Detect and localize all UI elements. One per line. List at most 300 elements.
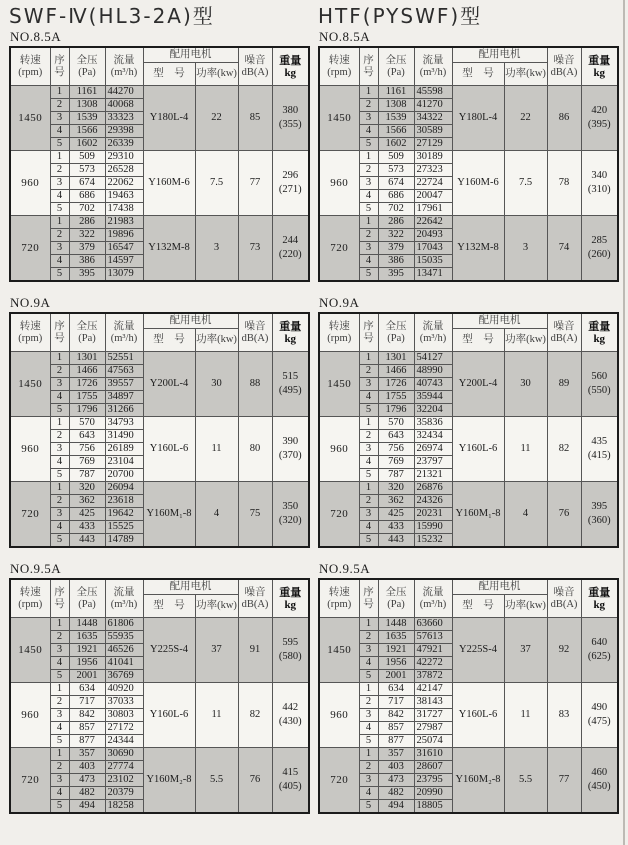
col-header-weight-line2: kg [593, 66, 606, 79]
cell-flow: 15035 [414, 255, 452, 268]
cell-motor-model: Y200L-4 [452, 352, 504, 417]
cell-seq: 2 [359, 229, 378, 242]
speed-group-960 [10, 417, 309, 482]
col-header-noise-line1: 噪音 [553, 320, 575, 332]
cell-flow: 40743 [414, 378, 452, 391]
col-header-flow-line2: (m³/h) [419, 598, 447, 610]
col-header-noise [547, 47, 581, 86]
cell-motor-power: 7.5 [195, 151, 238, 216]
weight-alt-value: (495) [278, 385, 302, 396]
weight-alt-value: (260) [587, 249, 611, 260]
cell-flow: 23795 [414, 774, 452, 787]
col-header-seq-line1: 序 [54, 586, 65, 598]
size-label: NO.9A [10, 295, 51, 310]
cell-pressure: 1448 [69, 618, 105, 631]
col-header-pressure-line2: (Pa) [78, 66, 96, 78]
col-header-flow [414, 47, 452, 86]
cell-flow: 30189 [414, 151, 452, 164]
col-header-weight [272, 313, 309, 352]
table-row [10, 748, 309, 761]
cell-flow: 32204 [414, 404, 452, 417]
cell-motor-model: Y160L-6 [143, 683, 195, 748]
weight-value: 595 [282, 637, 299, 648]
col-header-pressure-line2: (Pa) [387, 332, 405, 344]
cell-seq: 2 [50, 229, 69, 242]
model-title: HTF(PYSWF)型 [318, 4, 483, 28]
cell-flow: 22724 [414, 177, 452, 190]
cell-seq: 5 [50, 268, 69, 282]
cell-flow: 20493 [414, 229, 452, 242]
cell-seq: 2 [359, 761, 378, 774]
col-header-motor-model: 型 号 [143, 63, 195, 86]
col-header-speed-line2: (rpm) [18, 66, 43, 78]
cell-pressure: 425 [69, 508, 105, 521]
col-header-pressure [69, 47, 105, 86]
col-header-noise-line2: dB(A) [550, 66, 578, 78]
weight-alt-value: (360) [587, 515, 611, 526]
cell-noise: 77 [238, 151, 272, 216]
cell-seq: 2 [50, 99, 69, 112]
cell-pressure: 1566 [69, 125, 105, 138]
cell-pressure: 403 [378, 761, 414, 774]
col-header-pressure-line2: (Pa) [387, 66, 405, 78]
weight-value: 515 [282, 371, 299, 382]
cell-seq: 3 [50, 644, 69, 657]
cell-weight [272, 352, 309, 417]
speed-group-1450 [10, 352, 309, 417]
size-label: NO.9.5A [10, 561, 62, 576]
cell-flow: 29310 [105, 151, 143, 164]
cell-seq: 5 [50, 735, 69, 748]
table-header [319, 313, 618, 352]
table-row [10, 683, 309, 696]
cell-pressure: 686 [378, 190, 414, 203]
cell-seq: 4 [359, 255, 378, 268]
cell-speed: 720 [10, 216, 50, 282]
cell-pressure: 395 [69, 268, 105, 282]
cell-flow: 30803 [105, 709, 143, 722]
cell-seq: 5 [50, 203, 69, 216]
speed-group-960 [319, 683, 618, 748]
cell-seq: 5 [50, 800, 69, 814]
cell-pressure: 322 [378, 229, 414, 242]
cell-seq: 3 [50, 177, 69, 190]
col-header-speed-line1: 转速 [19, 586, 41, 598]
cell-pressure: 686 [69, 190, 105, 203]
cell-seq: 3 [50, 112, 69, 125]
cell-weight [272, 482, 309, 548]
cell-flow: 27323 [414, 164, 452, 177]
cell-seq: 2 [359, 164, 378, 177]
col-header-speed [319, 579, 359, 618]
cell-pressure: 482 [69, 787, 105, 800]
cell-motor-power: 22 [195, 86, 238, 151]
col-header-noise-line1: 噪音 [244, 54, 266, 66]
cell-pressure: 379 [69, 242, 105, 255]
cell-pressure: 1539 [378, 112, 414, 125]
table-header [10, 313, 309, 352]
speed-group-720 [319, 216, 618, 282]
table-row [10, 618, 309, 631]
speed-group-720 [10, 748, 309, 814]
weight-alt-value: (475) [587, 716, 611, 727]
cell-pressure: 769 [69, 456, 105, 469]
cell-pressure: 1755 [378, 391, 414, 404]
cell-seq: 3 [359, 112, 378, 125]
cell-flow: 31490 [105, 430, 143, 443]
col-header-flow-line1: 流量 [422, 586, 444, 598]
cell-motor-model: Y132M-8 [143, 216, 195, 282]
cell-pressure: 362 [378, 495, 414, 508]
cell-flow: 42147 [414, 683, 452, 696]
cell-motor-model: Y160L-6 [452, 417, 504, 482]
cell-pressure: 1726 [69, 378, 105, 391]
col-header-pressure-line2: (Pa) [78, 598, 96, 610]
cell-pressure: 1448 [378, 618, 414, 631]
fan-spec-table [9, 46, 310, 282]
table-row [10, 216, 309, 229]
cell-seq: 1 [359, 618, 378, 631]
cell-motor-power: 11 [195, 417, 238, 482]
cell-weight [581, 618, 618, 683]
col-header-weight-line1: 重量 [588, 320, 611, 333]
cell-motor-power: 3 [195, 216, 238, 282]
cell-seq: 1 [50, 748, 69, 761]
cell-pressure: 286 [378, 216, 414, 229]
cell-noise: 82 [238, 683, 272, 748]
col-header-weight-line1: 重量 [279, 320, 302, 333]
cell-flow: 27987 [414, 722, 452, 735]
cell-flow: 21321 [414, 469, 452, 482]
col-header-seq-line2: 号 [363, 598, 374, 610]
cell-speed: 960 [10, 683, 50, 748]
cell-noise: 86 [547, 86, 581, 151]
cell-seq: 1 [50, 417, 69, 430]
cell-seq: 1 [359, 352, 378, 365]
cell-seq: 1 [359, 748, 378, 761]
cell-pressure: 1308 [378, 99, 414, 112]
cell-flow: 63660 [414, 618, 452, 631]
cell-seq: 4 [359, 456, 378, 469]
col-header-motor-model: 型 号 [143, 329, 195, 352]
weight-value: 460 [591, 767, 608, 778]
col-header-motor-model: 型 号 [452, 329, 504, 352]
cell-pressure: 573 [69, 164, 105, 177]
cell-pressure: 857 [378, 722, 414, 735]
cell-flow: 36769 [105, 670, 143, 683]
cell-flow: 17961 [414, 203, 452, 216]
cell-pressure: 362 [69, 495, 105, 508]
col-header-seq [359, 313, 378, 352]
cell-flow: 45598 [414, 86, 452, 99]
col-header-speed [10, 47, 50, 86]
cell-pressure: 877 [69, 735, 105, 748]
col-header-noise-line2: dB(A) [550, 598, 578, 610]
cell-pressure: 357 [378, 748, 414, 761]
cell-noise: 88 [238, 352, 272, 417]
cell-flow: 20990 [414, 787, 452, 800]
col-header-seq [359, 47, 378, 86]
weight-value: 442 [282, 702, 299, 713]
cell-pressure: 702 [69, 203, 105, 216]
cell-pressure: 877 [378, 735, 414, 748]
cell-seq: 5 [50, 138, 69, 151]
cell-pressure: 320 [69, 482, 105, 495]
cell-speed: 1450 [10, 86, 50, 151]
cell-motor-power: 5.5 [504, 748, 547, 814]
table-row [10, 151, 309, 164]
cell-speed: 960 [319, 417, 359, 482]
cell-pressure: 643 [69, 430, 105, 443]
cell-seq: 1 [50, 683, 69, 696]
col-header-seq-line2: 号 [54, 598, 65, 610]
col-header-motor-group: 配用电机 [143, 579, 238, 595]
cell-seq: 3 [50, 443, 69, 456]
table-row [10, 352, 309, 365]
col-header-speed-line1: 转速 [19, 320, 41, 332]
col-header-speed-line1: 转速 [328, 320, 350, 332]
table-row [319, 683, 618, 696]
cell-motor-model: Y160M-6 [452, 151, 504, 216]
fan-spec-table [9, 578, 310, 814]
cell-pressure: 494 [378, 800, 414, 814]
table-header [319, 47, 618, 86]
cell-seq: 4 [359, 722, 378, 735]
cell-seq: 4 [50, 521, 69, 534]
cell-seq: 2 [359, 365, 378, 378]
cell-motor-power: 7.5 [504, 151, 547, 216]
cell-flow: 29398 [105, 125, 143, 138]
col-header-motor-group: 配用电机 [452, 47, 547, 63]
col-header-speed [319, 47, 359, 86]
col-header-weight [581, 579, 618, 618]
cell-pressure: 286 [69, 216, 105, 229]
cell-flow: 33323 [105, 112, 143, 125]
cell-flow: 23797 [414, 456, 452, 469]
cell-motor-model: Y160M₂-8 [143, 748, 195, 814]
cell-pressure: 1466 [69, 365, 105, 378]
cell-pressure: 1161 [378, 86, 414, 99]
cell-seq: 3 [359, 709, 378, 722]
cell-flow: 34793 [105, 417, 143, 430]
weight-alt-value: (415) [587, 450, 611, 461]
cell-seq: 3 [359, 242, 378, 255]
cell-flow: 46526 [105, 644, 143, 657]
col-header-flow [105, 313, 143, 352]
cell-flow: 23618 [105, 495, 143, 508]
col-header-flow-line1: 流量 [113, 54, 135, 66]
col-header-motor-group: 配用电机 [143, 313, 238, 329]
cell-flow: 19463 [105, 190, 143, 203]
cell-flow: 47921 [414, 644, 452, 657]
cell-pressure: 1796 [69, 404, 105, 417]
col-header-pressure-line1: 全压 [76, 586, 98, 598]
col-header-seq [359, 579, 378, 618]
cell-seq: 5 [359, 138, 378, 151]
cell-pressure: 787 [69, 469, 105, 482]
cell-seq: 3 [50, 242, 69, 255]
cell-seq: 4 [50, 391, 69, 404]
weight-alt-value: (310) [587, 184, 611, 195]
cell-pressure: 1956 [69, 657, 105, 670]
col-header-noise [238, 313, 272, 352]
col-header-flow [414, 579, 452, 618]
cell-pressure: 1921 [378, 644, 414, 657]
cell-seq: 1 [50, 352, 69, 365]
cell-noise: 80 [238, 417, 272, 482]
cell-pressure: 386 [69, 255, 105, 268]
cell-seq: 4 [50, 456, 69, 469]
weight-value: 340 [591, 170, 608, 181]
speed-group-720 [319, 482, 618, 548]
cell-pressure: 842 [69, 709, 105, 722]
cell-seq: 5 [359, 735, 378, 748]
cell-motor-model: Y160M₁-8 [143, 482, 195, 548]
weight-value: 420 [591, 105, 608, 116]
cell-pressure: 433 [378, 521, 414, 534]
cell-flow: 16547 [105, 242, 143, 255]
cell-motor-model: Y160M₂-8 [452, 748, 504, 814]
cell-pressure: 634 [69, 683, 105, 696]
col-header-speed [319, 313, 359, 352]
col-header-motor-model: 型 号 [452, 63, 504, 86]
cell-flow: 22642 [414, 216, 452, 229]
cell-flow: 18258 [105, 800, 143, 814]
table-row [10, 417, 309, 430]
col-header-pressure [69, 579, 105, 618]
col-header-noise [547, 313, 581, 352]
cell-flow: 24326 [414, 495, 452, 508]
weight-value: 285 [591, 235, 608, 246]
cell-noise: 83 [547, 683, 581, 748]
cell-seq: 3 [50, 709, 69, 722]
cell-flow: 20700 [105, 469, 143, 482]
cell-seq: 4 [359, 657, 378, 670]
col-header-motor-power: 功率(kw) [504, 595, 547, 618]
cell-pressure: 756 [69, 443, 105, 456]
col-header-pressure-line1: 全压 [76, 320, 98, 332]
cell-seq: 5 [50, 404, 69, 417]
col-header-noise [238, 47, 272, 86]
cell-motor-power: 4 [195, 482, 238, 548]
col-header-flow-line1: 流量 [422, 320, 444, 332]
cell-flow: 54127 [414, 352, 452, 365]
cell-seq: 1 [359, 86, 378, 99]
weight-alt-value: (370) [278, 450, 302, 461]
cell-motor-model: Y160L-6 [452, 683, 504, 748]
cell-flow: 26189 [105, 443, 143, 456]
cell-seq: 5 [50, 534, 69, 548]
cell-seq: 1 [359, 482, 378, 495]
col-header-noise-line1: 噪音 [244, 320, 266, 332]
cell-flow: 44270 [105, 86, 143, 99]
cell-seq: 1 [359, 216, 378, 229]
cell-pressure: 386 [378, 255, 414, 268]
cell-pressure: 570 [69, 417, 105, 430]
cell-seq: 2 [359, 495, 378, 508]
col-header-pressure-line1: 全压 [385, 320, 407, 332]
size-label: NO.8.5A [10, 29, 62, 44]
speed-group-720 [10, 482, 309, 548]
cell-pressure: 1602 [69, 138, 105, 151]
col-header-weight-line2: kg [593, 598, 606, 611]
cell-flow: 15990 [414, 521, 452, 534]
cell-noise: 74 [547, 216, 581, 282]
cell-noise: 89 [547, 352, 581, 417]
cell-seq: 2 [50, 631, 69, 644]
col-header-motor-power: 功率(kw) [504, 329, 547, 352]
weight-value: 490 [591, 702, 608, 713]
cell-flow: 40920 [105, 683, 143, 696]
col-header-flow [105, 47, 143, 86]
cell-pressure: 482 [378, 787, 414, 800]
cell-motor-model: Y200L-4 [143, 352, 195, 417]
col-header-pressure [378, 579, 414, 618]
weight-value: 415 [282, 767, 299, 778]
cell-pressure: 643 [378, 430, 414, 443]
cell-seq: 2 [50, 365, 69, 378]
col-header-speed-line2: (rpm) [327, 66, 352, 78]
cell-speed: 960 [319, 151, 359, 216]
cell-motor-model: Y180L-4 [452, 86, 504, 151]
cell-speed: 720 [10, 748, 50, 814]
cell-noise: 78 [547, 151, 581, 216]
cell-pressure: 857 [69, 722, 105, 735]
cell-flow: 47563 [105, 365, 143, 378]
cell-motor-model: Y180L-4 [143, 86, 195, 151]
cell-seq: 1 [50, 482, 69, 495]
cell-flow: 17438 [105, 203, 143, 216]
col-header-pressure [69, 313, 105, 352]
weight-alt-value: (580) [278, 651, 302, 662]
col-header-flow [105, 579, 143, 618]
col-header-noise-line2: dB(A) [550, 332, 578, 344]
col-header-flow-line2: (m³/h) [419, 66, 447, 78]
cell-flow: 27774 [105, 761, 143, 774]
cell-seq: 5 [50, 469, 69, 482]
col-header-pressure-line2: (Pa) [78, 332, 96, 344]
table-header [319, 579, 618, 618]
col-header-pressure-line1: 全压 [385, 586, 407, 598]
cell-noise: 92 [547, 618, 581, 683]
cell-motor-power: 4 [504, 482, 547, 548]
col-header-seq-line2: 号 [363, 66, 374, 78]
col-header-weight-line1: 重量 [279, 586, 302, 599]
cell-pressure: 1635 [69, 631, 105, 644]
col-header-weight [581, 313, 618, 352]
cell-noise: 82 [547, 417, 581, 482]
cell-flow: 26528 [105, 164, 143, 177]
speed-group-960 [10, 683, 309, 748]
cell-seq: 3 [359, 443, 378, 456]
cell-pressure: 674 [69, 177, 105, 190]
cell-seq: 4 [50, 657, 69, 670]
table-row [319, 216, 618, 229]
cell-pressure: 443 [69, 534, 105, 548]
col-header-flow-line2: (m³/h) [110, 66, 138, 78]
cell-flow: 25074 [414, 735, 452, 748]
cell-seq: 5 [359, 203, 378, 216]
cell-pressure: 1566 [378, 125, 414, 138]
weight-value: 560 [591, 371, 608, 382]
cell-pressure: 473 [378, 774, 414, 787]
col-header-flow-line2: (m³/h) [110, 598, 138, 610]
weight-value: 435 [591, 436, 608, 447]
cell-flow: 27129 [414, 138, 452, 151]
cell-pressure: 1602 [378, 138, 414, 151]
col-header-seq-line2: 号 [363, 332, 374, 344]
cell-pressure: 1301 [378, 352, 414, 365]
